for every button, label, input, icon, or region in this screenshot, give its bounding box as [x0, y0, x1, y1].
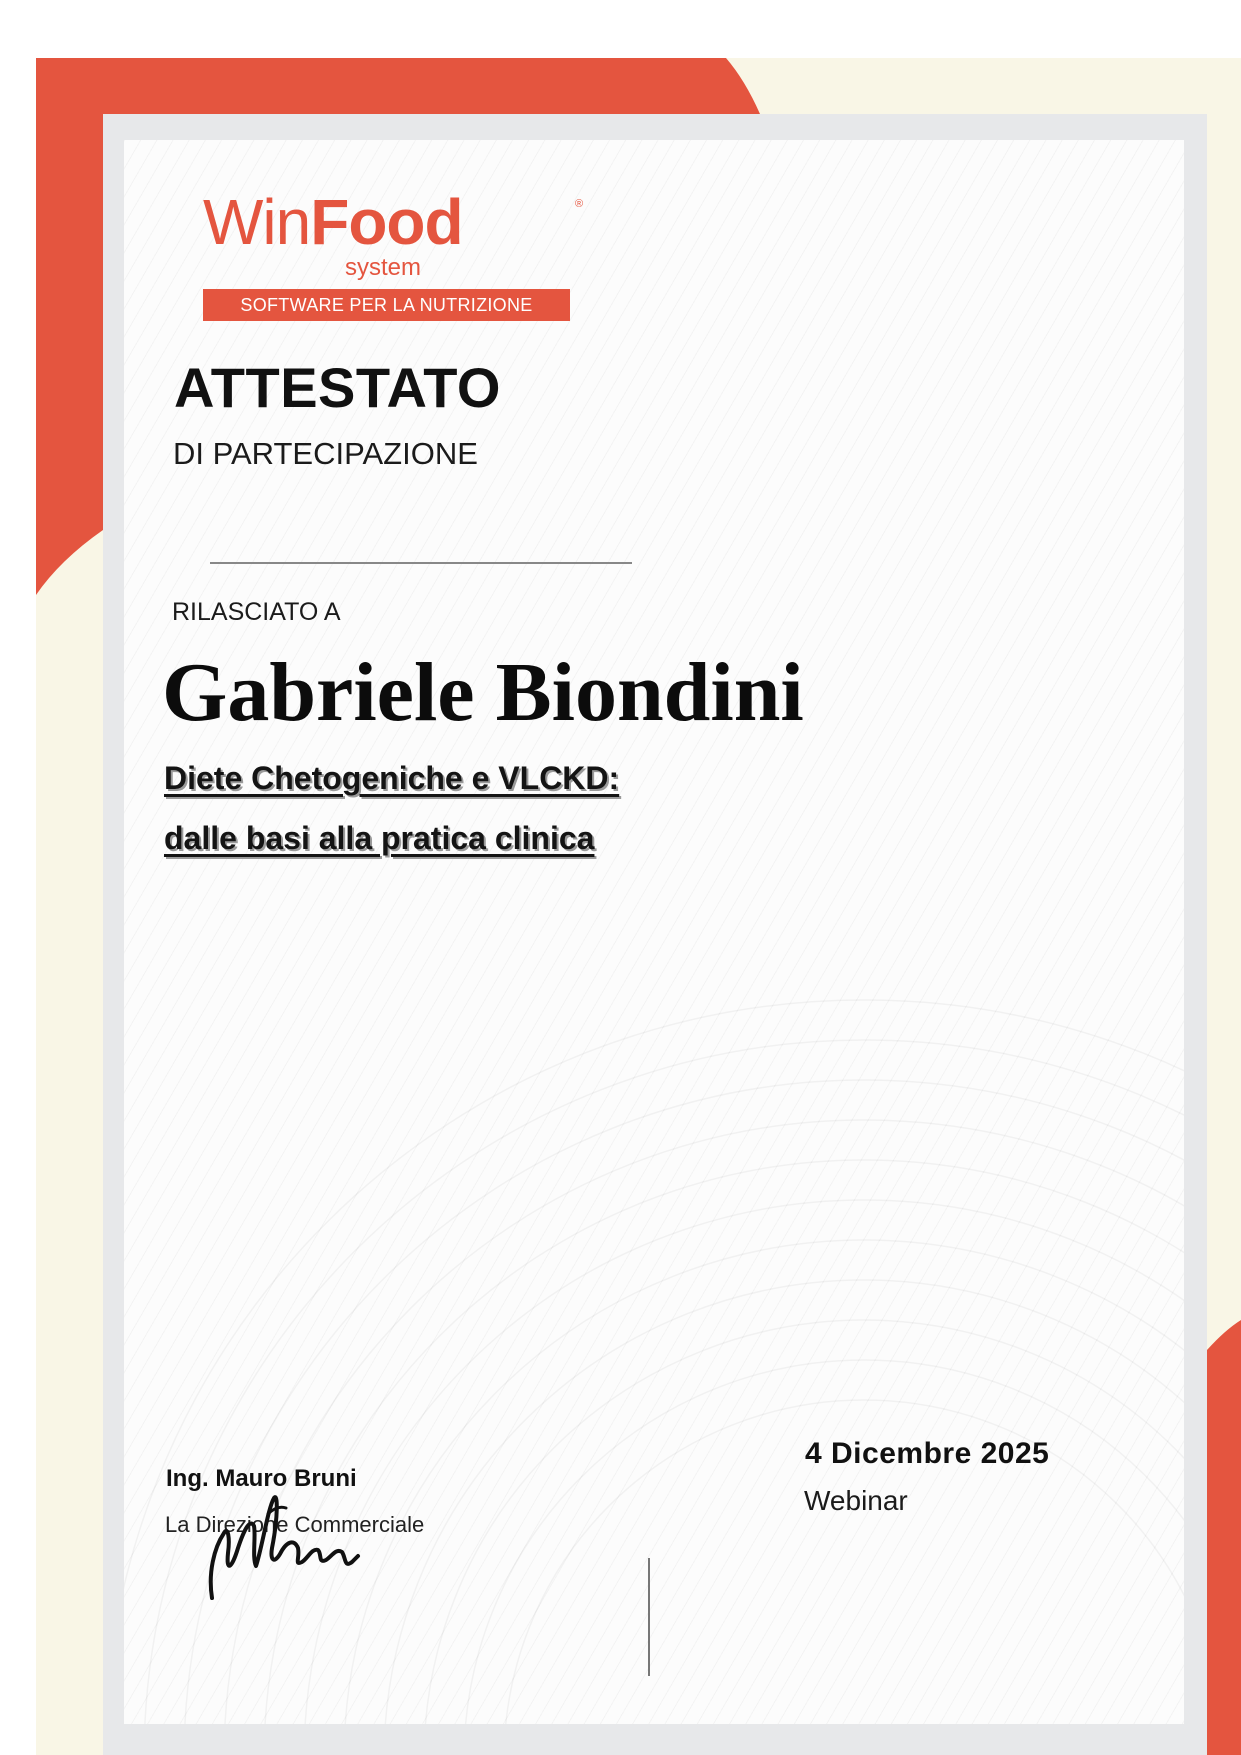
signatory-name: Ing. Mauro Bruni — [166, 1465, 357, 1492]
issued-to-label: RILASCIATO A — [172, 598, 341, 626]
handwritten-signature — [198, 1478, 378, 1608]
vertical-divider — [648, 1558, 650, 1676]
course-title-line-2: dalle basi alla pratica clinica — [164, 820, 595, 856]
logo-tagline: SOFTWARE PER LA NUTRIZIONE — [203, 289, 570, 321]
logo-wordmark — [203, 186, 463, 258]
registered-mark: ® — [575, 198, 584, 210]
signatory-role: La Direzione Commerciale — [165, 1512, 425, 1537]
winfood-logo — [203, 186, 588, 335]
divider-line — [210, 562, 632, 564]
certificate-subtitle: DI PARTECIPAZIONE — [173, 436, 478, 471]
course-title-line-1: Diete Chetogeniche e VLCKD: — [164, 760, 620, 796]
logo-wordmark-win: Win — [203, 186, 311, 258]
certificate-title: ATTESTATO — [174, 356, 501, 419]
event-mode: Webinar — [804, 1485, 908, 1516]
logo-system-text: system — [345, 254, 422, 281]
recipient-name: Gabriele Biondini — [162, 646, 804, 739]
course-title — [164, 748, 864, 868]
logo-wordmark-food: Food — [310, 186, 463, 258]
event-date: 4 Dicembre 2025 — [805, 1437, 1050, 1470]
